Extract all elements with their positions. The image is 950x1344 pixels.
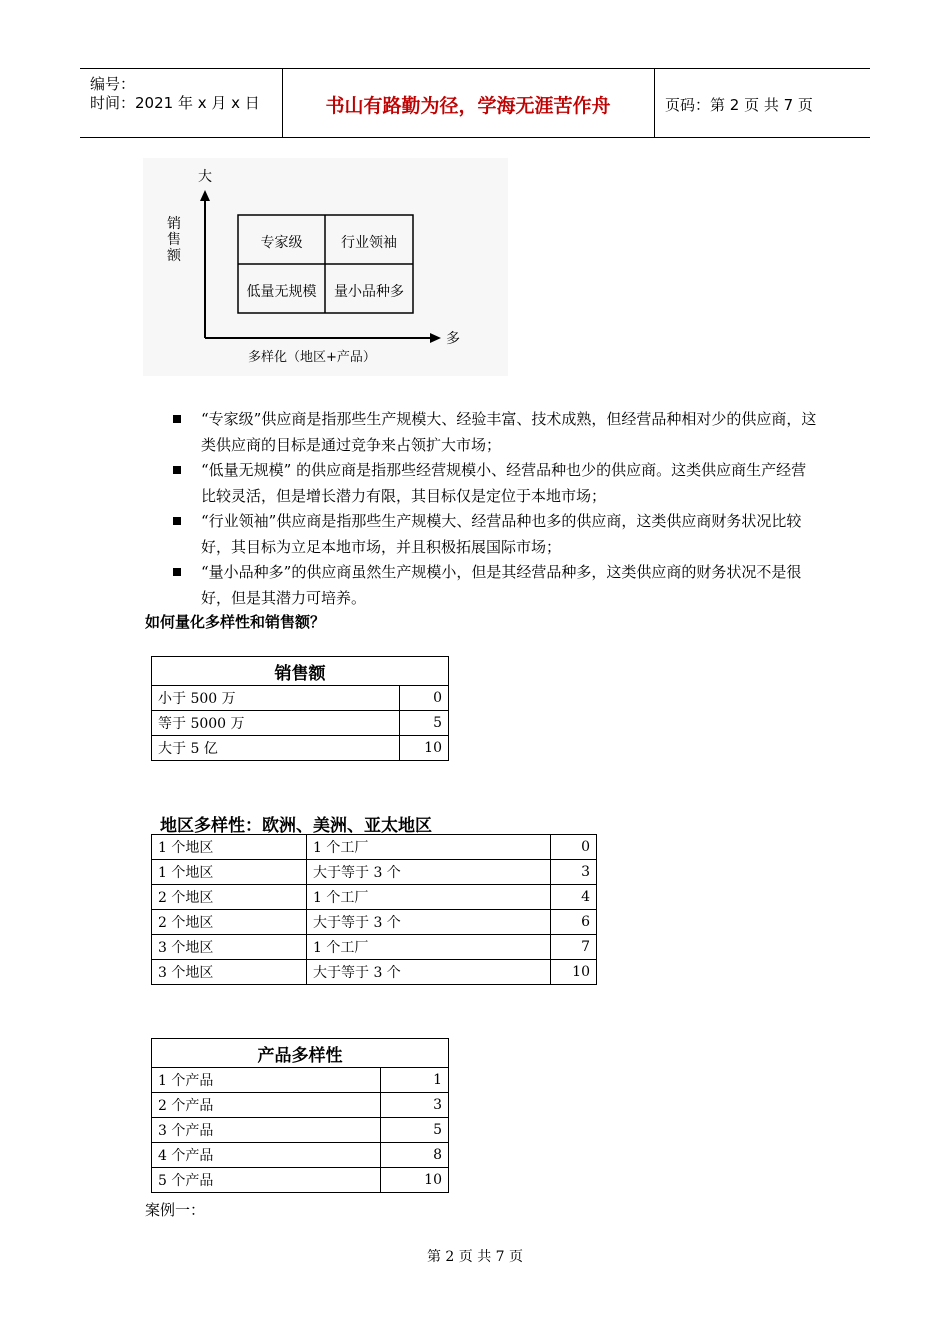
bullet-expert: “专家级”供应商是指那些生产规模大、经验丰富、技术成熟，但经营品种相对少的供应商，这类供应商的目标是通过竞争来占领扩大市场； [201,410,817,454]
region-table [151,834,597,985]
table-row [152,1068,449,1093]
cell-low-volume: 低量无规模 [246,284,317,300]
table-row [152,860,597,885]
row-region: 1 个地区 [152,835,307,860]
row-score: 7 [551,935,597,960]
y-axis-label: 销 售 额 [167,216,181,264]
header-left-cell [80,69,283,137]
up-arrow-icon [200,190,210,201]
region-table-title: 地区多样性：欧洲、美洲、亚太地区 [160,816,432,836]
row-score: 6 [551,910,597,935]
row-score: 8 [381,1143,449,1168]
table-row [152,885,597,910]
table-row [152,935,597,960]
row-region: 1 个地区 [152,860,307,885]
row-label: 5 个产品 [152,1168,381,1193]
supplier-matrix-diagram [143,158,508,376]
row-score: 5 [381,1118,449,1143]
bullet-industry-leader: “行业领袖”供应商是指那些生产规模大、经营品种也多的供应商，这类供应商财务状况比较好，其目标为立足本地市场，并且积极拓展国际市场； [201,512,802,556]
question-heading: 如何量化多样性和销售额？ [145,613,326,631]
product-table [151,1038,449,1193]
table-row [152,711,449,736]
row-score: 5 [400,711,449,736]
row-score: 3 [381,1093,449,1118]
row-score: 10 [381,1168,449,1193]
table-row [152,960,597,985]
row-factory: 1 个工厂 [307,835,551,860]
page-footer: 第 2 页 共 7 页 [426,1249,524,1265]
row-label: 大于 5 亿 [152,736,400,761]
case-label: 案例一： [145,1201,206,1219]
row-factory: 大于等于 3 个 [307,960,551,985]
row-label: 4 个产品 [152,1143,381,1168]
row-region: 2 个地区 [152,885,307,910]
page-label: 页码：第 2 页 共 7 页 [665,96,813,114]
row-score: 0 [400,686,449,711]
bullet-square-icon [173,415,181,423]
row-score: 3 [551,860,597,885]
row-score: 4 [551,885,597,910]
y-axis-top-label: 大 [198,169,212,185]
product-table-title: 产品多样性 [152,1039,449,1068]
table-row [152,1093,449,1118]
table-row [152,736,449,761]
table-row [152,686,449,711]
row-factory: 大于等于 3 个 [307,860,551,885]
sales-table-title: 销售额 [152,657,449,686]
row-label: 小于 500 万 [152,686,400,711]
sales-table [151,656,449,761]
cell-expert: 专家级 [260,235,303,251]
bullet-small-variety: “量小品种多”的供应商虽然生产规模小，但是其经营品种多，这类供应商的财务状况不是很好，但是其潜力可培养。 [201,563,802,607]
number-label: 编号： [90,75,136,93]
bullet-low-volume: “低量无规模” 的供应商是指那些经营规模小、经营品种也少的供应商。这类供应商生产经营比较灵活，但是增长潜力有限，其目标仅是定位于本地市场； [201,461,807,505]
row-label: 等于 5000 万 [152,711,400,736]
row-score: 1 [381,1068,449,1093]
motto: 书山有路勤为径，学海无涯苦作舟 [325,95,611,117]
x-axis-end-label: 多 [446,331,460,347]
row-region: 3 个地区 [152,935,307,960]
table-row [152,1118,449,1143]
time-label: 时间：2021 年 x 月 x 日 [90,94,260,112]
row-factory: 1 个工厂 [307,935,551,960]
row-region: 2 个地区 [152,910,307,935]
row-score: 10 [400,736,449,761]
row-score: 10 [551,960,597,985]
header-right-cell [655,69,870,137]
table-row [152,835,597,860]
cell-industry-leader: 行业领袖 [341,235,397,251]
table-row [152,910,597,935]
bullet-square-icon [173,466,181,474]
row-label: 1 个产品 [152,1068,381,1093]
row-label: 3 个产品 [152,1118,381,1143]
row-score: 0 [551,835,597,860]
row-factory: 大于等于 3 个 [307,910,551,935]
right-arrow-icon [430,333,441,343]
x-axis-label: 多样化（地区+产品） [248,350,376,365]
bullet-square-icon [173,517,181,525]
cell-small-variety: 量小品种多 [334,284,404,300]
row-factory: 1 个工厂 [307,885,551,910]
table-row [152,1143,449,1168]
row-region: 3 个地区 [152,960,307,985]
row-label: 2 个产品 [152,1093,381,1118]
table-row [152,1168,449,1193]
page-header [80,68,870,138]
bullet-square-icon [173,568,181,576]
header-center-cell [282,69,655,137]
